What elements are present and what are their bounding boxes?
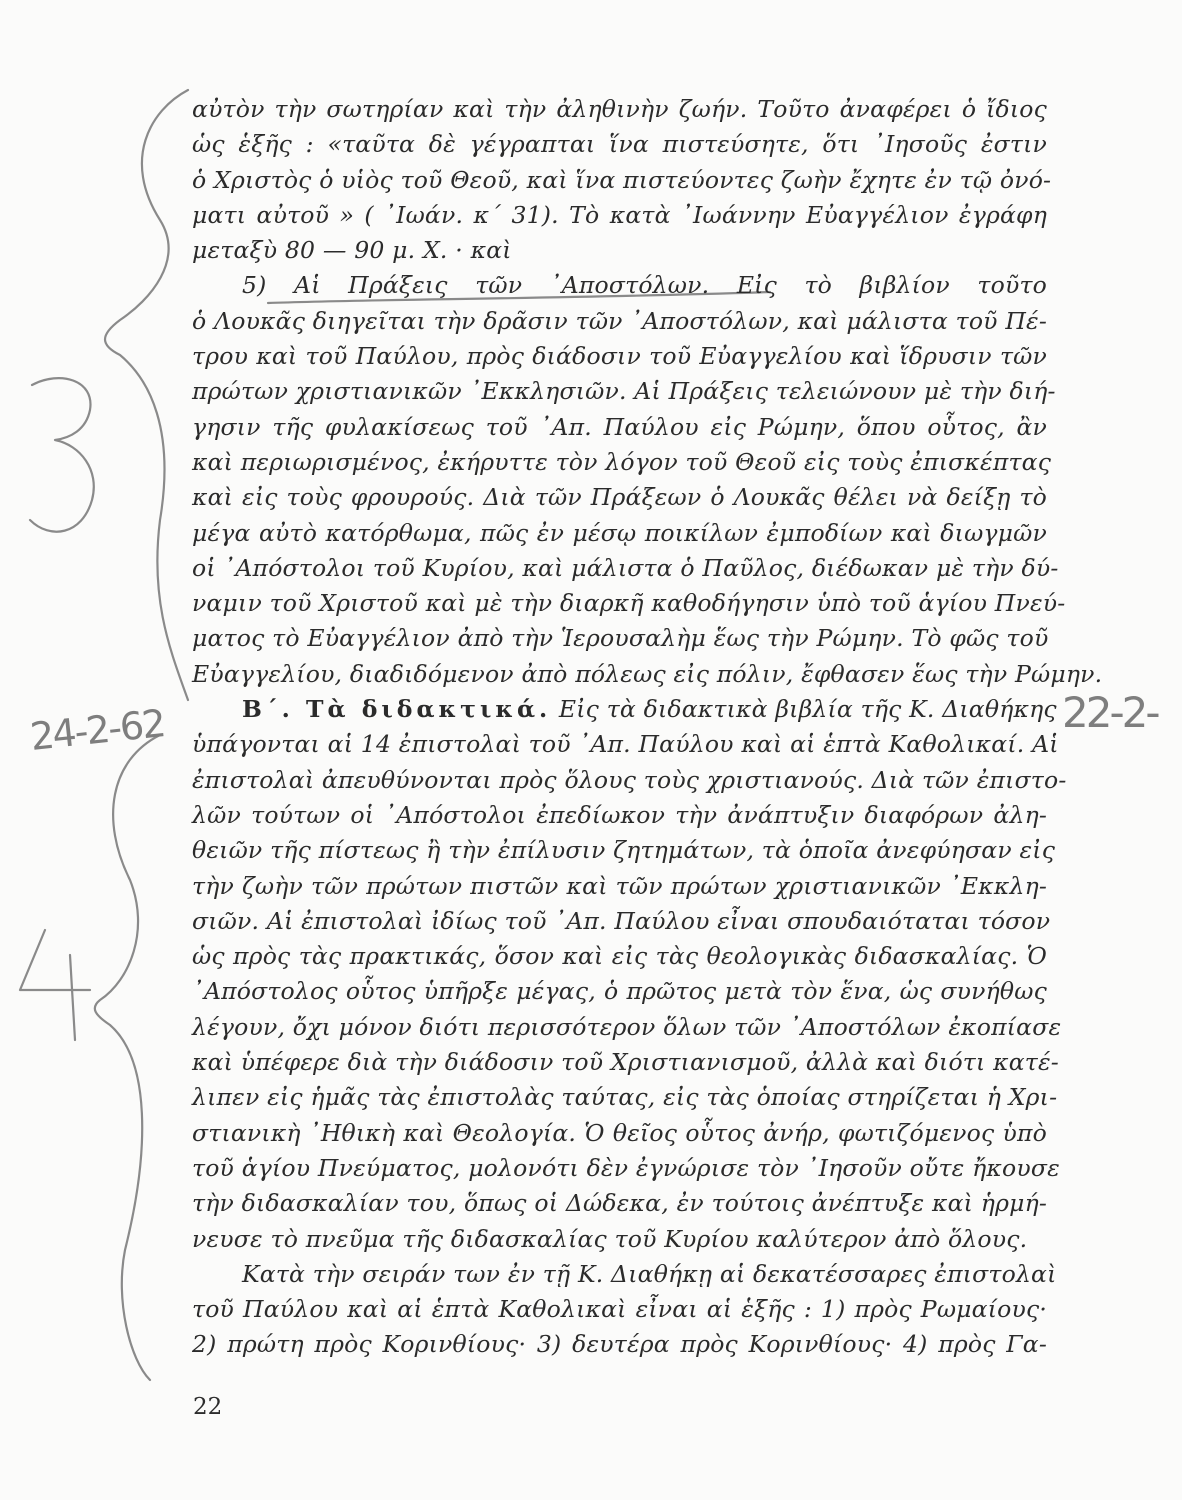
text-line: οἱ ᾿Απόστολοι τοῦ Κυρίου, καὶ μάλιστα ὁ Παῦλος, διέδωκαν μὲ τὴν δύ- [192,553,1059,582]
handwritten-date-right: 22-2- [1062,688,1158,737]
section-b-heading: Β΄. Τὰ διδακτικά. [242,695,552,724]
praxeis-heading: Αἱ Πράξεις τῶν ᾿Αποστόλων. [294,271,710,300]
text-line: Εὐαγγελίου, διαδιδόμενον ἀπὸ πόλεως εἰς πόλιν, ἔφθασεν ἕως τὴν Ρώμην. [192,659,1103,688]
text-line: ὁ Λουκᾶς διηγεῖται τὴν δρᾶσιν τῶν ᾿Αποστόλων, καὶ μάλιστα τοῦ Πέ- [192,306,1047,335]
text-line: ματι αὐτοῦ » ( ᾿Ιωάν. κ΄ 31). Τὸ κατὰ ᾿Ιωάννην Εὐαγγέλιον ἐγράφη [192,200,1047,229]
text-line: σιῶν. Αἱ ἐπιστολαὶ ἰδίως τοῦ ᾿Απ. Παύλου εἶναι σπουδαιόταται τόσον [192,906,1051,935]
text-line: καὶ εἰς τοὺς φρουρούς. Διὰ τῶν Πράξεων ὁ Λουκᾶς θέλει νὰ δείξῃ τὸ [192,483,1047,512]
text-line: ναμιν τοῦ Χριστοῦ καὶ μὲ τὴν διαρκῆ καθοδήγησιν ὑπὸ τοῦ ἁγίου Πνεύ- [192,589,1066,618]
text-line: νευσε τὸ πνεῦμα τῆς διδασκαλίας τοῦ Κυρίου καλύτερον ἀπὸ ὅλους. [192,1224,1028,1253]
text-line: στιανικὴ ᾿Ηθικὴ καὶ Θεολογία. Ὁ θεῖος οὗτος ἀνήρ, φωτιζόμενος ὑπὸ [192,1118,1047,1147]
text-line: ὡς ἑξῆς : «ταῦτα δὲ γέγραπται ἵνα πιστεύσητε, ὅτι ᾿Ιησοῦς ἐστιν [192,130,1047,159]
text-line: μέγα αὐτὸ κατόρθωμα, πῶς ἐν μέσῳ ποικίλων ἐμποδίων καὶ διωγμῶν [192,518,1047,547]
praxeis-first-line [192,268,1047,303]
text-line: Κατὰ τὴν σειράν των ἐν τῇ Κ. Διαθήκῃ αἱ δεκατέσσαρες ἐπιστολαὶ [242,1259,1057,1288]
section-b-rest: Εἰς τὰ διδακτικὰ βιβλία τῆς Κ. Διαθήκης [551,695,1057,724]
text-line: λιπεν εἰς ἡμᾶς τὰς ἐπιστολὰς ταύτας, εἰς τὰς ὁποίας στηρίζεται ἡ Χρι- [192,1083,1058,1112]
margin-3-glyph [30,378,94,532]
text-line: θειῶν τῆς πίστεως ἢ τὴν ἐπίλυσιν ζητημάτων, τὰ ὁποῖα ἀνεφύησαν εἰς [192,836,1056,865]
text-line: τοῦ Παύλου καὶ αἱ ἑπτὰ Καθολικαὶ εἶναι αἱ ἑξῆς : 1) πρὸς Ρωμαίους· [192,1295,1047,1324]
body-text [192,92,1103,1363]
text-line: τὴν διδασκαλίαν του, ὅπως οἱ Δώδεκα, ἐν τούτοις ἀνέπτυξε καὶ ἡρμή- [192,1189,1047,1218]
bracket-top [105,90,188,700]
text-line: 2) πρώτη πρὸς Κορινθίους· 3) δευτέρα πρὸς Κορινθίους· 4) πρὸς Γα- [192,1330,1047,1359]
text-line: ὡς πρὸς τὰς πρακτικάς, ὅσον καὶ εἰς τὰς θεολογικὰς διδασκαλίας. Ὁ [192,942,1047,971]
text-line: ὑπάγονται αἱ 14 ἐπιστολαὶ τοῦ ᾿Απ. Παύλου καὶ αἱ ἑπτὰ Καθολικαί. Αἱ [192,730,1059,759]
text-line: αὐτὸν τὴν σωτηρίαν καὶ τὴν ἀληθινὴν ζωήν. Τοῦτο ἀναφέρει ὁ ἴδιος [192,95,1047,123]
text-line: ματος τὸ Εὐαγγέλιον ἀπὸ τὴν Ἱερουσαλὴμ ἕως τὴν Ρώμην. Τὸ φῶς τοῦ [192,624,1049,653]
text-line: ἐπιστολαὶ ἀπευθύνονται πρὸς ὅλους τοὺς χριστιανούς. Διὰ τῶν ἐπιστο- [192,765,1067,794]
text-line: γησιν τῆς φυλακίσεως τοῦ ᾿Απ. Παύλου εἰς Ρώμην, ὅπου οὗτος, ἂν [192,412,1047,441]
text-line: πρώτων χριστιανικῶν ᾿Εκκλησιῶν. Αἱ Πράξεις τελειώνουν μὲ τὴν διή- [192,377,1056,406]
text-line: τοῦ ἁγίου Πνεύματος, μολονότι δὲν ἐγνώρισε τὸν ᾿Ιησοῦν οὔτε ἤκουσε [192,1153,1060,1182]
text-line: ὁ Χριστὸς ὁ υἱὸς τοῦ Θεοῦ, καὶ ἵνα πιστεύοντες ζωὴν ἔχητε ἐν τῷ ὀνό- [192,165,1052,194]
text-line: μεταξὺ 80 — 90 μ. Χ. · καὶ [192,236,512,265]
text-line: τὴν ζωὴν τῶν πρώτων πιστῶν καὶ τῶν πρώτων χριστιανικῶν ᾿Εκκλη- [192,871,1047,900]
text-line: καὶ ὑπέφερε διὰ τὴν διάδοσιν τοῦ Χριστιανισμοῦ, ἀλλὰ καὶ διότι κατέ- [192,1048,1059,1077]
text-line: λέγουν, ὄχι μόνον διότι περισσότερον ὅλων τῶν ᾿Αποστόλων ἐκοπίασε [192,1012,1062,1041]
praxeis-prefix: 5) [242,271,295,300]
margin-4-glyph [20,930,90,1040]
text-line: καὶ περιωρισμένος, ἐκήρυττε τὸν λόγον τοῦ Θεοῦ εἰς τοὺς ἐπισκέπτας [192,447,1052,476]
praxeis-rest: Εἰς τὸ βιβλίον τοῦτο [709,271,1047,300]
handwritten-date-left: 24-2-62 [28,701,167,759]
text-line: ᾿Απόστολος οὗτος ὑπῆρξε μέγας, ὁ πρῶτος μετὰ τὸν ἕνα, ὡς συνήθως [192,977,1047,1006]
section-b-first-line [192,692,1057,727]
page-number: 22 [193,1394,223,1420]
bracket-bottom [95,735,160,1380]
text-line: τρου καὶ τοῦ Παύλου, πρὸς διάδοσιν τοῦ Εὐαγγελίου καὶ ἵδρυσιν τῶν [192,342,1047,371]
text-line: λῶν τούτων οἱ ᾿Απόστολοι ἐπεδίωκον τὴν ἀνάπτυξιν διαφόρων ἀλη- [192,800,1047,829]
